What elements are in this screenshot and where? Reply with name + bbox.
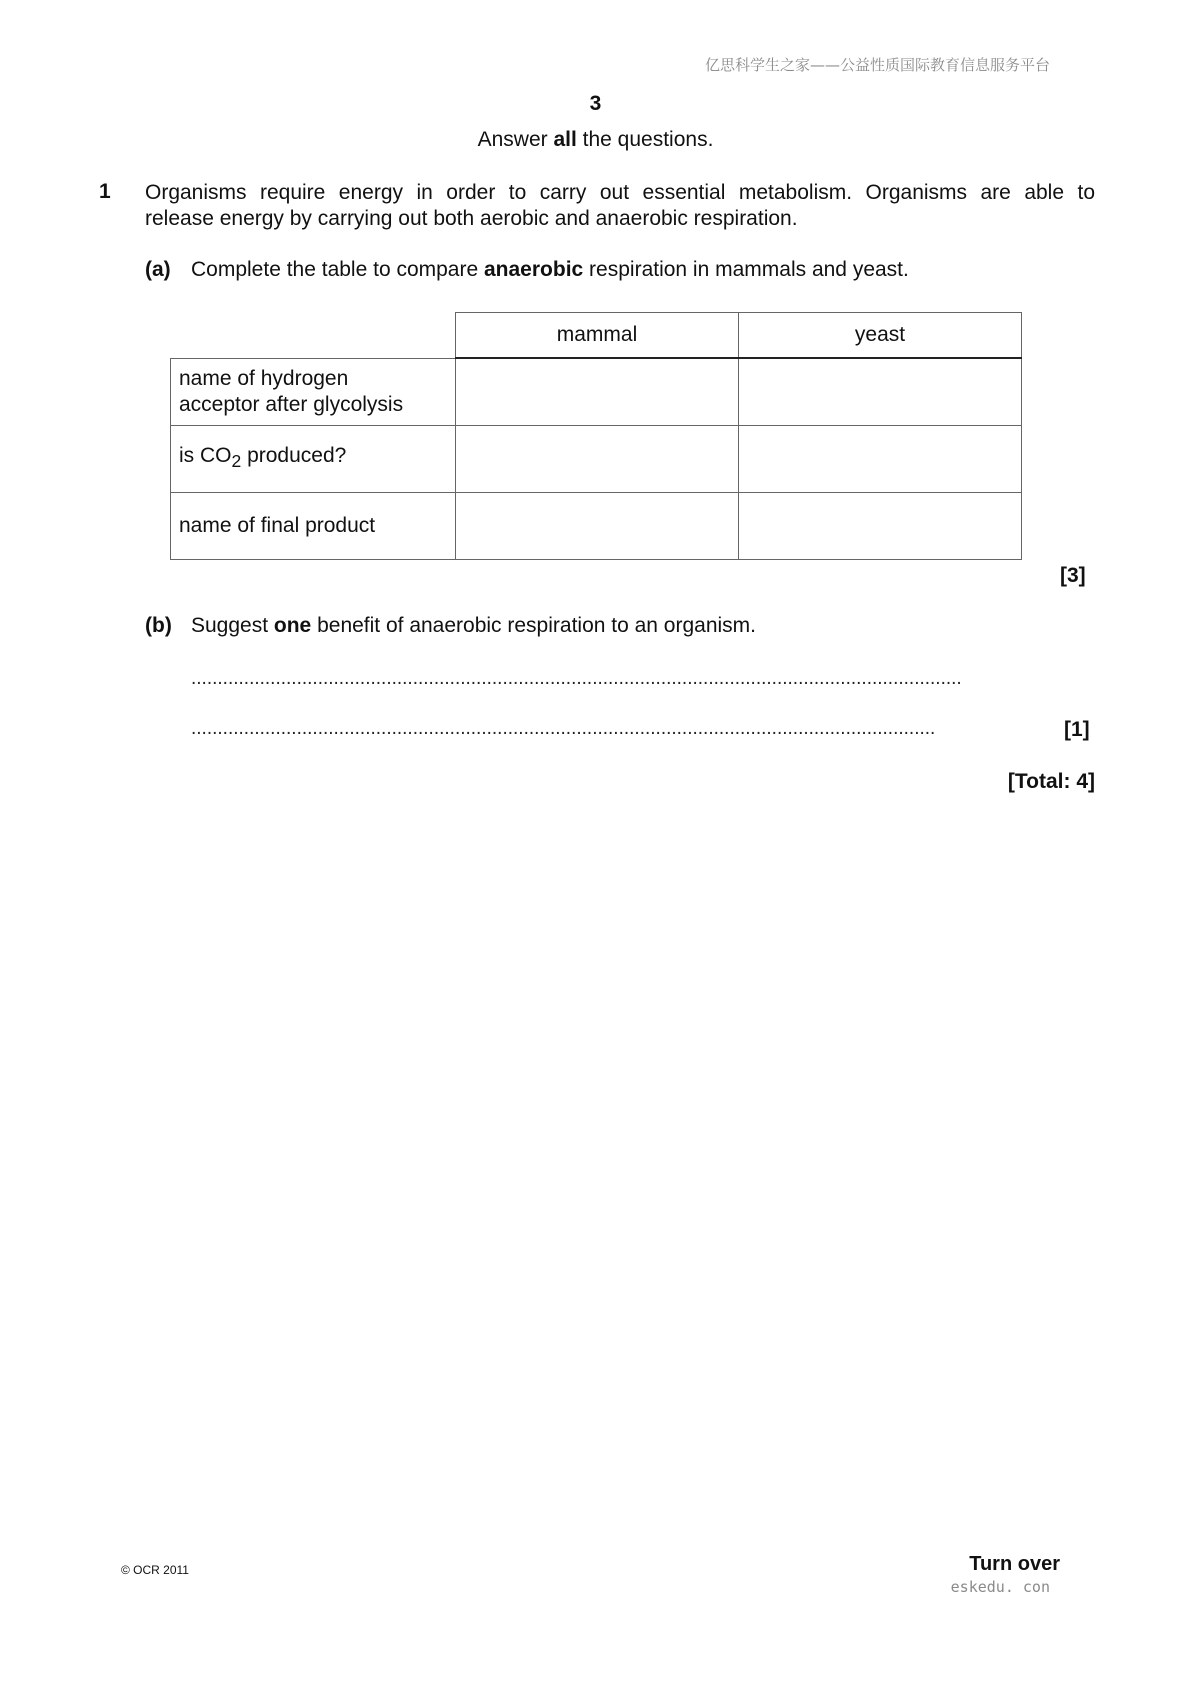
part-a-marks: [3]: [1060, 564, 1086, 587]
answer-cell-yeast-co2[interactable]: [739, 426, 1022, 493]
table-row: [171, 426, 1022, 493]
question-number: 1: [99, 180, 111, 203]
instruction-bold: all: [553, 128, 577, 151]
answer-cell-mammal-hydrogen-acceptor[interactable]: [456, 358, 739, 426]
part-a-prompt: [191, 258, 909, 282]
part-a-text-before: Complete the table to compare: [191, 258, 484, 281]
part-b-prompt: [191, 614, 756, 638]
column-header-mammal: mammal: [456, 313, 739, 359]
instruction-before: Answer: [477, 128, 554, 151]
part-a-label: (a): [145, 258, 171, 281]
row-header-line-2: acceptor after glycolysis: [179, 392, 404, 416]
instruction-text: [0, 128, 1191, 152]
row-header-final-product: name of final product: [171, 493, 456, 560]
watermark-header: 亿思科学生之家——公益性质国际教育信息服务平台: [704, 56, 1050, 74]
stem-line-2: release energy by carrying out both aerobic and anaerobic respiration.: [145, 207, 798, 230]
row-header-prefix: is CO: [179, 444, 232, 468]
table-row: [171, 493, 1022, 560]
answer-cell-mammal-final-product[interactable]: [456, 493, 739, 560]
total-marks: [Total: 4]: [1007, 770, 1095, 793]
answer-cell-yeast-hydrogen-acceptor[interactable]: [739, 358, 1022, 426]
part-b-marks: [1]: [1064, 718, 1090, 741]
comparison-table: [170, 312, 1022, 560]
row-header-suffix: produced?: [241, 444, 347, 468]
row-header-line-1: name of hydrogen: [179, 366, 349, 390]
part-a-text-after: respiration in mammals and yeast.: [583, 258, 909, 281]
watermark-footer: eskedu. con: [950, 1578, 1050, 1596]
question-stem: [145, 180, 1095, 232]
answer-cell-mammal-co2[interactable]: [456, 426, 739, 493]
answer-cell-yeast-final-product[interactable]: [739, 493, 1022, 560]
row-header-co2-produced: [171, 426, 456, 493]
copyright-notice: © OCR 2011: [121, 1563, 189, 1577]
table-corner-cell: [171, 313, 456, 359]
table-header-row: [171, 313, 1022, 359]
stem-line-1: Organisms require energy in order to carry out essential metabolism. Organisms are able to: [145, 181, 1095, 204]
part-b-label: (b): [145, 614, 172, 637]
row-header-hydrogen-acceptor: [171, 358, 456, 426]
part-a-text-bold: anaerobic: [484, 258, 584, 281]
turn-over-label: Turn over: [969, 1553, 1060, 1575]
table-row: [171, 358, 1022, 426]
instruction-after: the questions.: [576, 128, 714, 151]
part-b-text-bold: one: [273, 614, 312, 637]
page-number: 3: [589, 92, 602, 115]
co2-subscript: 2: [231, 451, 242, 472]
answer-line-1[interactable]: ..................................................................................................................................................: [191, 668, 962, 689]
answer-line-2[interactable]: .............................................................................................................................................: [191, 718, 936, 739]
column-header-yeast: yeast: [739, 313, 1022, 359]
part-b-text-before: Suggest: [191, 614, 274, 637]
part-b-text-after: benefit of anaerobic respiration to an organism.: [311, 614, 757, 637]
